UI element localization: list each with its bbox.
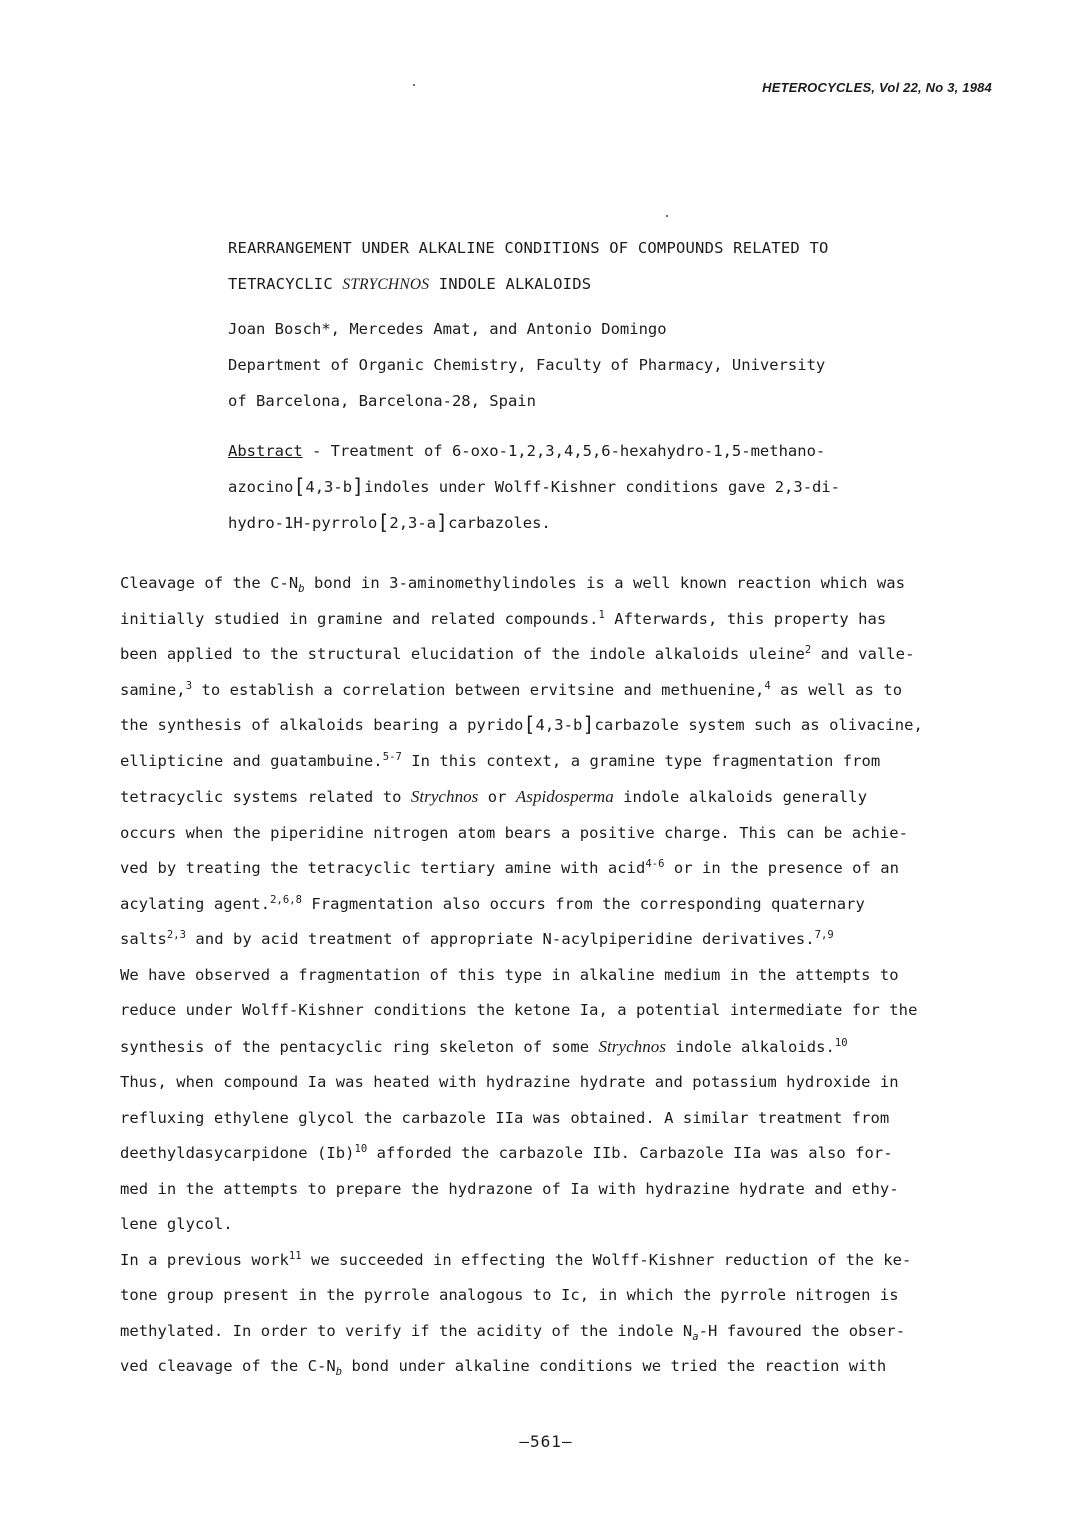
body-line: ved by treating the tetracyclic tertiary amine with acid$^{4-6}$ or in the presence of an	[120, 858, 900, 877]
body-line: methylated. In order to verify if the acidity of the indole $N_a-H$ favoured the obser-	[120, 1321, 906, 1343]
title-line-2: TETRACYCLIC STRYCHNOS INDOLE ALKALOIDS	[228, 275, 592, 293]
body-line: tetracyclic systems related to Strychnos or Aspidosperma indole alkaloids generally	[120, 787, 868, 806]
abstract	[228, 433, 948, 541]
abstract-label: Abstract	[228, 442, 303, 460]
author-names: Joan Bosch*, Mercedes Amat, and Antonio Domingo	[228, 320, 667, 338]
affiliation-line-2: of Barcelona, Barcelona-28, Spain	[228, 392, 536, 410]
paper-title	[228, 230, 948, 303]
body-line: In a previous work$^{11}$ we succeeded in effecting the Wolff-Kishner reduction of the ke-	[120, 1249, 912, 1269]
body-line: tone group present in the pyrrole analogous to Ic, in which the pyrrole nitrogen is	[120, 1286, 899, 1304]
body-line: been applied to the structural elucidation of the indole alkaloids uleine$^2$ and valle-	[120, 644, 915, 663]
body-line: samine,$^3$ to establish a correlation between ervitsine and methuenine,$^4$ as well as to	[120, 679, 903, 699]
genus-name: Aspidosperma	[515, 787, 614, 806]
journal-header: HETEROCYCLES, Vol 22, No 3, 1984	[762, 80, 992, 95]
body-line: acylating agent.$^{2,6,8}$ Fragmentation also occurs from the corresponding quaternary	[120, 893, 865, 913]
body-line: initially studied in gramine and related compounds.$^1$ Afterwards, this property has	[120, 608, 887, 628]
abstract-line-1: Abstract - Treatment of 6-oxo-1,2,3,4,5,6-hexahydro-1,5-methano-	[228, 442, 826, 460]
page-number: —561—	[519, 1432, 573, 1451]
body-line: We have observed a fragmentation of this type in alkaline medium in the attempts to	[120, 965, 899, 984]
body-line: refluxing ethylene glycol the carbazole IIa was obtained. A similar treatment from	[120, 1108, 890, 1127]
body-line: reduce under Wolff-Kishner conditions the ketone Ia, a potential intermediate for the	[120, 1001, 918, 1019]
body-line: ved cleavage of the $C-N_b$ bond under alkaline conditions we tried the reaction with	[120, 1357, 887, 1378]
body-line: occurs when the piperidine nitrogen atom bears a positive charge. This can be achie-	[120, 823, 909, 842]
genus-name: Strychnos	[598, 1036, 666, 1056]
genus-name: Strychnos	[410, 787, 479, 806]
affiliation-line-1: Department of Organic Chemistry, Faculty of Pharmacy, University	[228, 356, 826, 374]
body-line: ellipticine and guatambuine.$^{5-7}$ In this context, a gramine type fragmentation from	[120, 750, 881, 770]
body-line: the synthesis of alkaloids bearing a pyrido[4,3-b]carbazole system such as olivacine,	[120, 712, 923, 736]
scan-speck	[413, 84, 415, 86]
front-matter	[228, 230, 948, 541]
abstract-line-3: hydro-1H-pyrrolo[2,3-a]carbazoles.	[228, 510, 551, 534]
body-line: salts$^{2,3}$ and by acid treatment of appropriate N-acylpiperidine derivatives.$^{7,9}$	[120, 929, 834, 948]
body-line: Thus, when compound Ia was heated with hydrazine hydrate and potassium hydroxide in	[120, 1073, 899, 1091]
title-line-1: REARRANGEMENT UNDER ALKALINE CONDITIONS OF COMPOUNDS RELATED TO	[228, 239, 829, 257]
body-line: synthesis of the pentacyclic ring skeleton of some Strychnos indole alkaloids.$^{10}$	[120, 1036, 848, 1056]
scan-speck	[666, 215, 668, 217]
abstract-line-2: azocino[4,3-b]indoles under Wolff-Kishner conditions gave 2,3-di-	[228, 474, 841, 498]
body-text	[120, 566, 1020, 1385]
body-line: deethyldasycarpidone $(Ib)^{10}$ afforded the carbazole IIb. Carbazole IIa was also for-	[120, 1143, 893, 1162]
body-line: lene glycol.	[120, 1215, 233, 1233]
body-line: med in the attempts to prepare the hydrazone of Ia with hydrazine hydrate and ethy-	[120, 1179, 899, 1198]
body-line: Cleavage of the $C-N_b$ bond in 3-aminomethylindoles is a well known reaction which was	[120, 574, 906, 595]
genus-name: STRYCHNOS	[342, 276, 430, 293]
author-block	[228, 311, 948, 419]
